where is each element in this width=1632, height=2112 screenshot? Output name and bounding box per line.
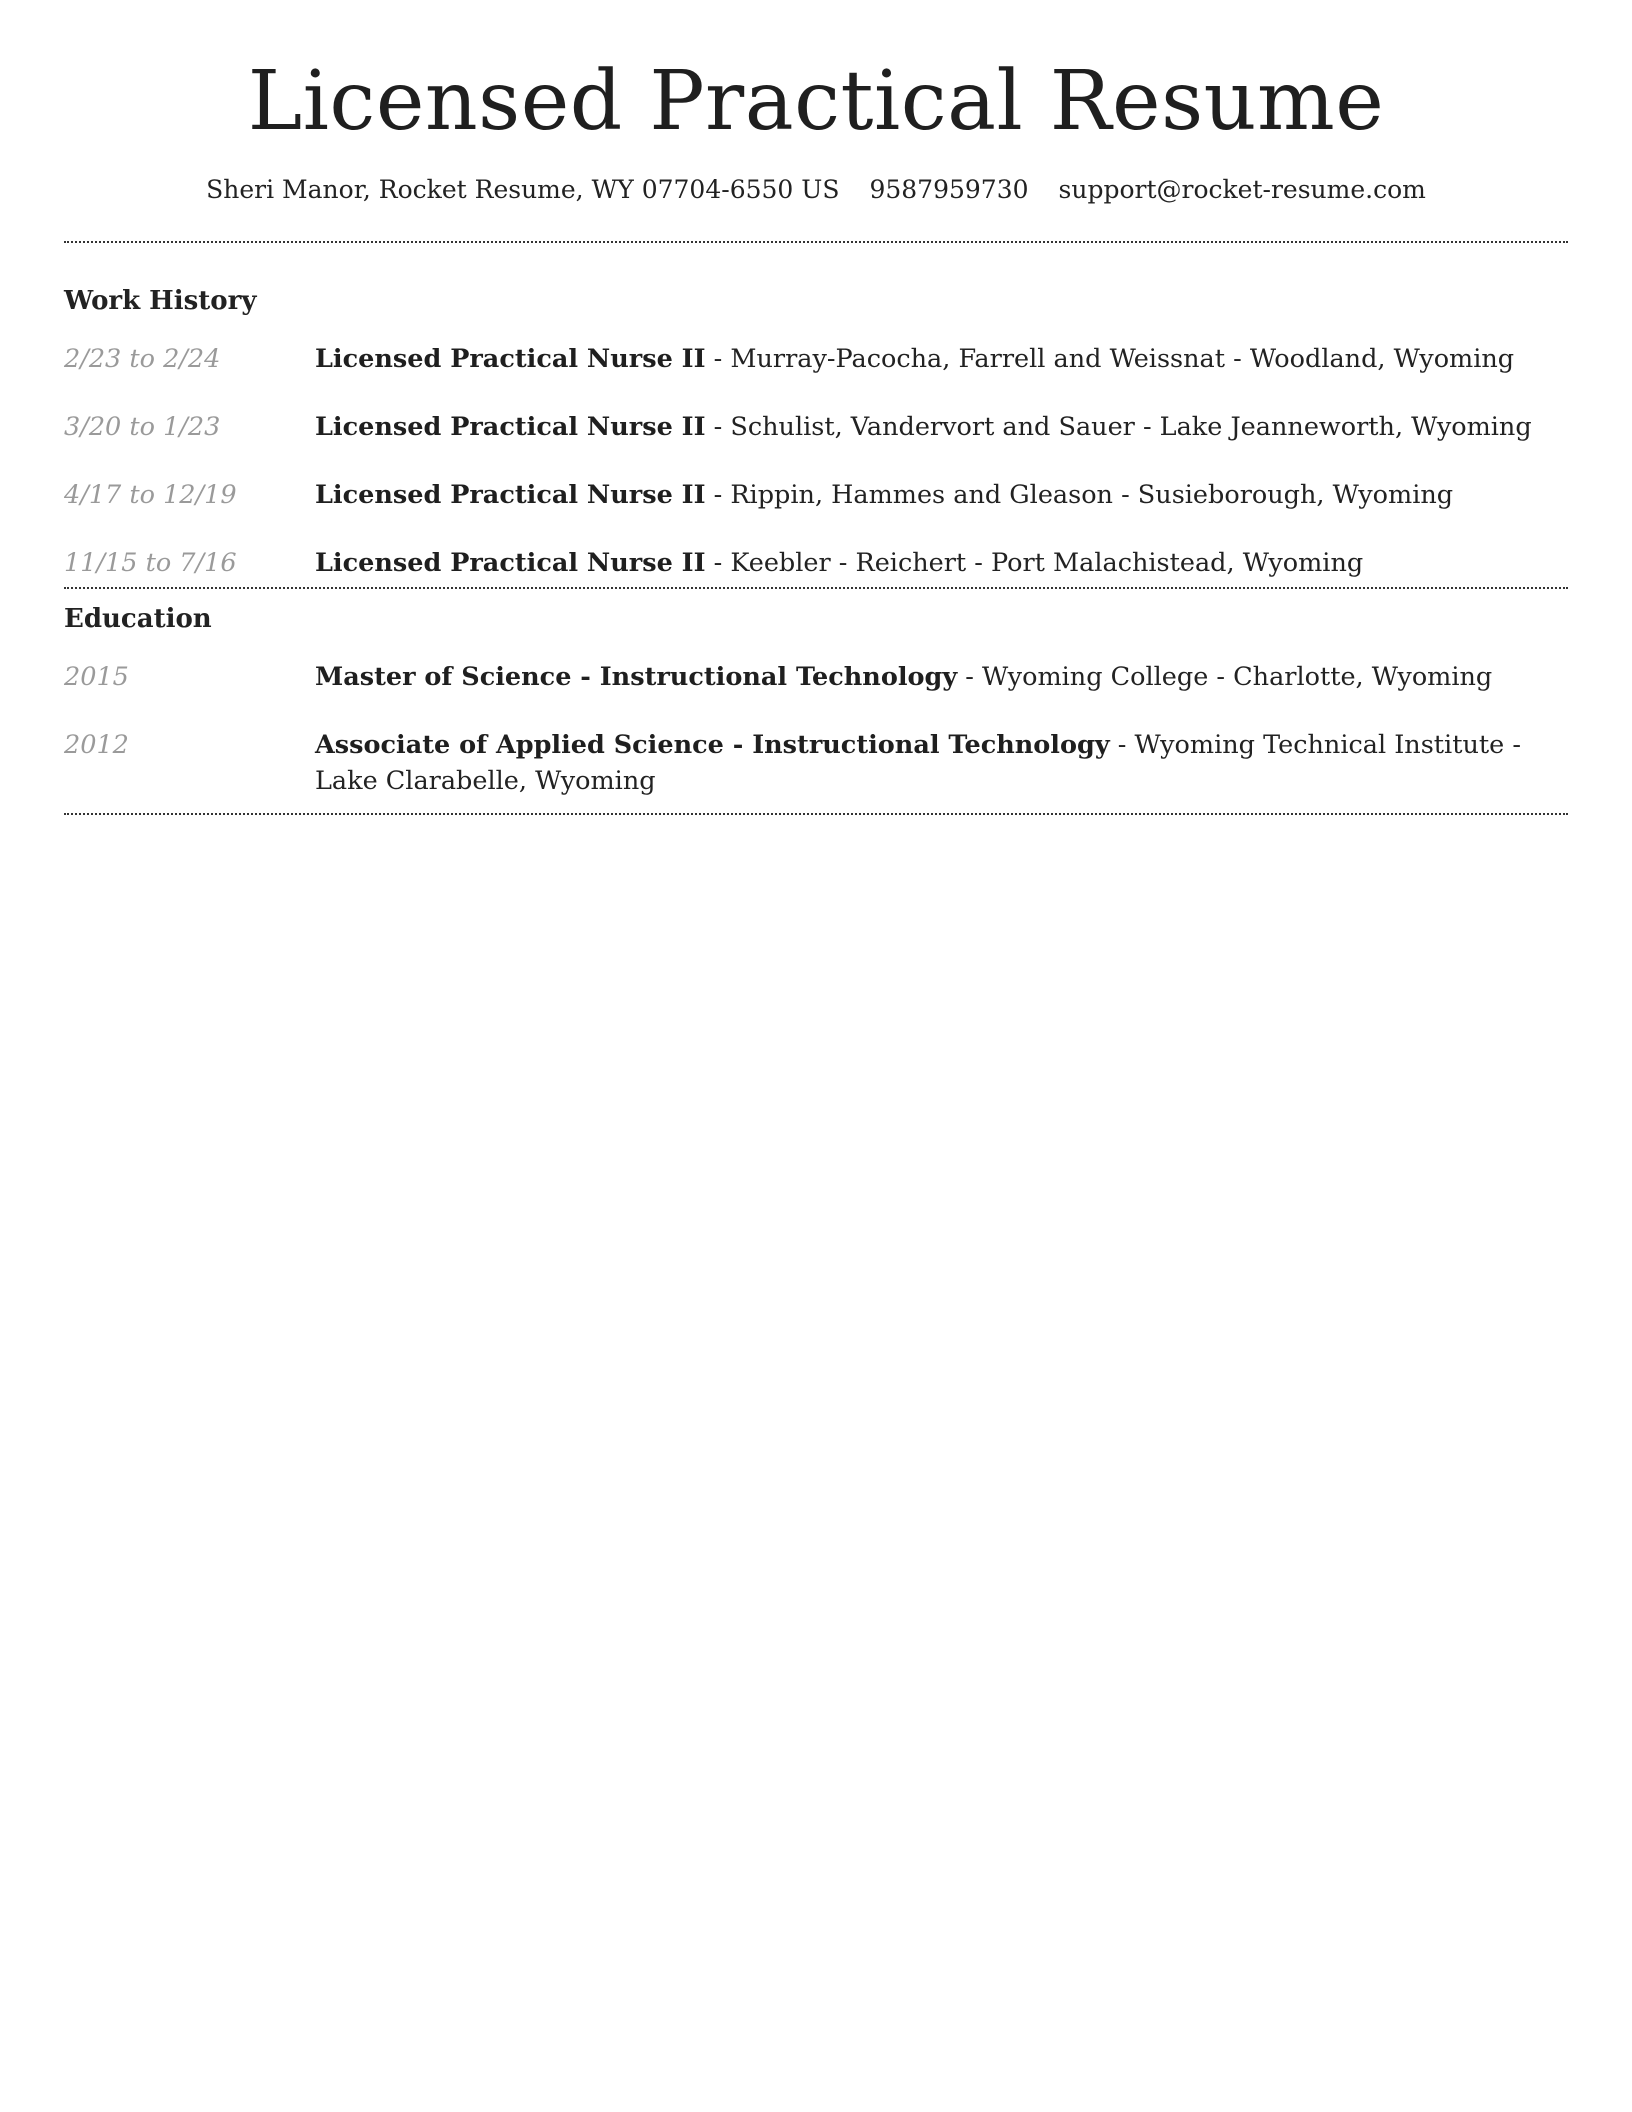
- education-entry-degree: Master of Science - Instructional Technology: [315, 662, 958, 692]
- education-entry-degree: Associate of Applied Science - Instructional Technology: [315, 730, 1110, 760]
- work-entry-detail: [315, 477, 1568, 513]
- work-entry-detail: [315, 341, 1568, 377]
- work-entry-employer: - Rippin, Hammes and Gleason - Susieborough, Wyoming: [705, 480, 1454, 510]
- work-entry-role: Licensed Practical Nurse II: [315, 548, 706, 578]
- education-heading: Education: [64, 604, 212, 634]
- education-entry-detail: [315, 727, 1568, 799]
- education-entry-school: - Wyoming College - Charlotte, Wyoming: [957, 662, 1493, 692]
- education-entry-school: - Wyoming Technical Institute - Lake Clarabelle, Wyoming: [315, 730, 1521, 796]
- education-section: [64, 601, 1568, 815]
- work-history-section: [64, 283, 1568, 589]
- work-entry: [64, 341, 1568, 377]
- education-divider: [64, 813, 1568, 815]
- work-entry: [64, 545, 1568, 581]
- work-entry-detail: [315, 409, 1568, 445]
- contact-phone: 9587959730: [869, 175, 1029, 204]
- work-entry-employer: - Murray-Pacocha, Farrell and Weissnat - Woodland, Wyoming: [705, 344, 1515, 374]
- education-list: [64, 659, 1568, 799]
- work-entry-dates: 2/23 to 2/24: [64, 344, 221, 374]
- education-entry-year: 2015: [64, 662, 129, 692]
- work-history-heading: Work History: [64, 286, 257, 316]
- education-entry-detail: [315, 659, 1568, 695]
- work-entry-role: Licensed Practical Nurse II: [315, 480, 706, 510]
- education-entry: [64, 727, 1568, 799]
- work-entry: [64, 477, 1568, 513]
- work-entry: [64, 409, 1568, 445]
- work-entry-dates: 3/20 to 1/23: [64, 412, 221, 442]
- contact-address: Sheri Manor, Rocket Resume, WY 07704-6550 US: [206, 175, 840, 204]
- work-history-list: [64, 341, 1568, 581]
- work-history-divider: [64, 587, 1568, 589]
- work-entry-employer: - Schulist, Vandervort and Sauer - Lake Jeanneworth, Wyoming: [705, 412, 1532, 442]
- work-entry-employer: - Keebler - Reichert - Port Malachistead, Wyoming: [705, 548, 1364, 578]
- resume-title: Licensed Practical Resume: [247, 54, 1385, 149]
- contact-email: support@rocket-resume.com: [1058, 175, 1426, 204]
- work-entry-dates: 11/15 to 7/16: [64, 548, 237, 578]
- work-entry-dates: 4/17 to 12/19: [64, 480, 237, 510]
- education-entry: [64, 659, 1568, 695]
- work-entry-role: Licensed Practical Nurse II: [315, 412, 706, 442]
- contact-line: [64, 172, 1568, 208]
- work-entry-role: Licensed Practical Nurse II: [315, 344, 706, 374]
- header-divider: [64, 241, 1568, 243]
- work-entry-detail: [315, 545, 1568, 581]
- education-entry-year: 2012: [64, 730, 129, 760]
